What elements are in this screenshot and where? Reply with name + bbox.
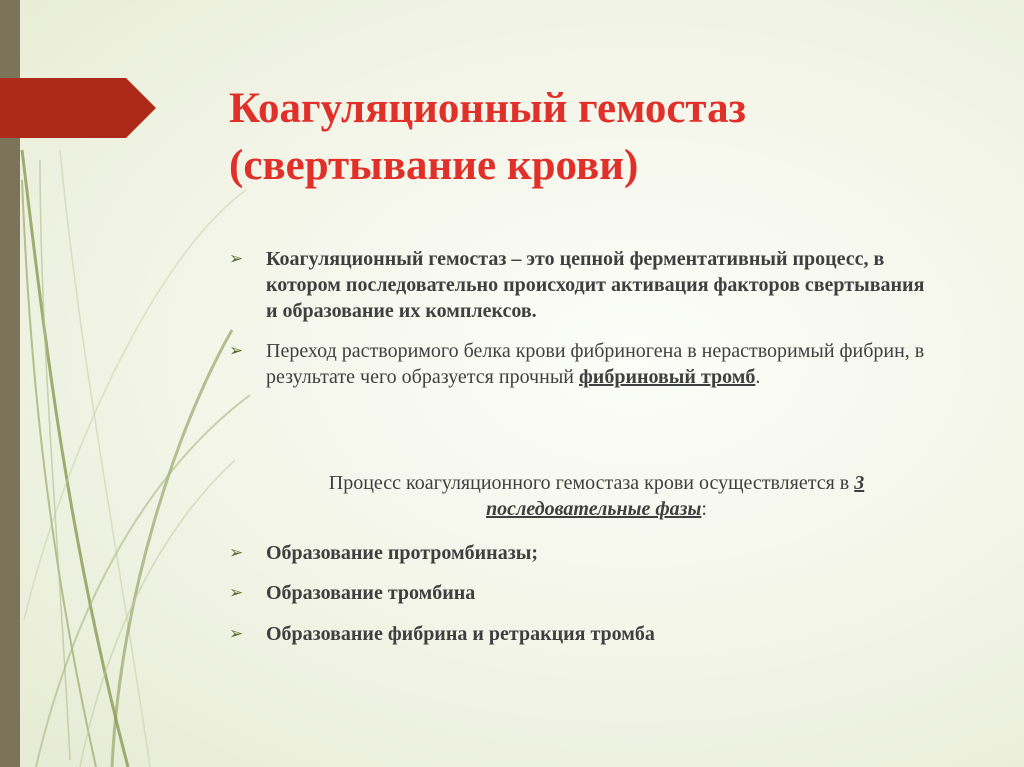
phase-item <box>229 621 929 647</box>
arrow-bullet-icon: ➢ <box>229 583 244 603</box>
fibrin-clot-emphasis: фибриновый тромб <box>578 366 756 388</box>
phase-text: Образование протромбиназы; <box>266 542 539 564</box>
phase-text: Образование фибрина и ретракция тромба <box>266 623 655 645</box>
phases-intro <box>229 470 964 522</box>
title-accent-arrow <box>0 78 156 138</box>
arrow-bullet-icon: ➢ <box>229 249 244 269</box>
arrow-bullet-icon: ➢ <box>229 341 244 361</box>
phases-intro-end: : <box>701 498 707 520</box>
phase-item <box>229 580 929 606</box>
bullet-text <box>266 338 929 390</box>
arrow-bullet-icon: ➢ <box>229 543 244 563</box>
bullet-fibrin <box>229 338 929 390</box>
phases-intro-text: Процесс коагуляционного гемостаза крови осуществляется в <box>328 472 855 494</box>
bullet-text-end: . <box>755 366 761 388</box>
bullet-definition <box>229 246 929 324</box>
arrow-bullet-icon: ➢ <box>229 624 244 644</box>
bullet-text-part: Переход растворимого белка крови фибриногена в нерастворимый фибрин, в результате чего образуется прочный <box>266 340 925 388</box>
title-line-1: Коагуляционный гемостаз <box>229 85 746 132</box>
title-line-2: (свертывание крови) <box>229 142 639 189</box>
phases-count: 3 <box>854 472 865 494</box>
phases-count-phrase: последовательные фазы <box>486 498 702 520</box>
slide-title <box>229 80 949 194</box>
phase-text: Образование тромбина <box>266 582 476 604</box>
phase-item <box>229 540 929 566</box>
bullet-text: Коагуляционный гемостаз – это цепной ферментативный процесс, в котором последовательно происходит активация факторов свертывания и образование их комплексов. <box>266 248 925 322</box>
